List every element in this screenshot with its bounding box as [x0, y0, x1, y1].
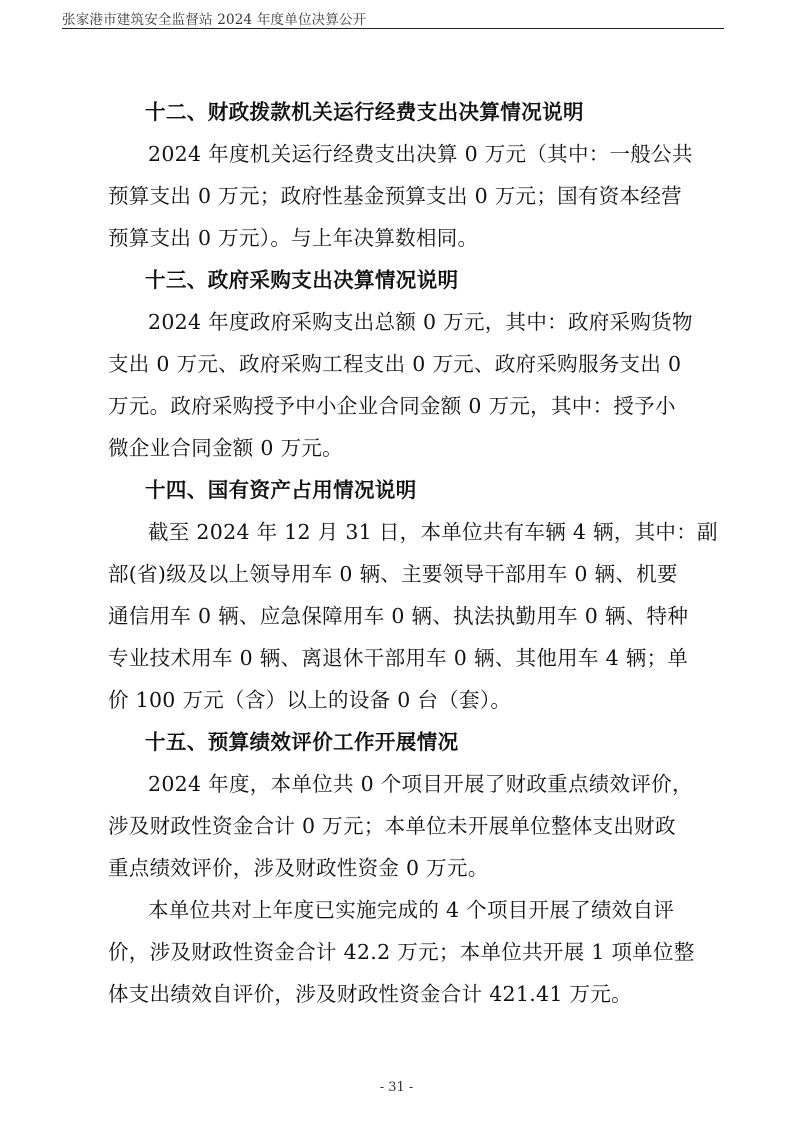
text-line: 重点绩效评价，涉及财政性资金 0 万元。 [108, 856, 489, 880]
text-line: 部(省)级及以上领导用车 0 辆、主要领导干部用车 0 辆、机要 [108, 562, 678, 586]
text-line: 本单位共对上年度已实施完成的 4 个项目开展了绩效自评 [148, 898, 675, 922]
text-line: 体支出绩效自评价，涉及财政性资金合计 421.41 万元。 [108, 982, 632, 1006]
text-line: 价 100 万元（含）以上的设备 0 台（套）。 [108, 688, 512, 712]
text-line: 价，涉及财政性资金合计 42.2 万元；本单位共开展 1 项单位整 [108, 940, 695, 964]
text-line: 2024 年度机关运行经费支出决算 0 万元（其中：一般公共 [148, 142, 693, 166]
text-line: 微企业合同金额 0 万元。 [108, 436, 343, 460]
text-line: 截至 2024 年 12 月 31 日，本单位共有车辆 4 辆，其中：副 [148, 520, 718, 544]
section-heading-13: 十三、政府采购支出决算情况说明 [145, 268, 459, 292]
paragraph [108, 889, 708, 1015]
header-title: 张家港市建筑安全监督站 2024 年度单位决算公开 [62, 12, 367, 28]
page-number: - 31 - [379, 1080, 414, 1095]
paragraph [108, 301, 708, 469]
text-line: 专业技术用车 0 辆、离退休干部用车 0 辆、其他用车 4 辆；单 [108, 646, 689, 670]
text-line: 预算支出 0 万元）。与上年决算数相同。 [108, 226, 479, 250]
text-line: 通信用车 0 辆、应急保障用车 0 辆、执法执勤用车 0 辆、特种 [108, 604, 689, 628]
text-line: 2024 年度，本单位共 0 个项目开展了财政重点绩效评价， [148, 772, 693, 796]
section-heading-15: 十五、预算绩效评价工作开展情况 [145, 730, 459, 754]
text-line: 万元。政府采购授予中小企业合同金额 0 万元，其中：授予小 [108, 394, 676, 418]
text-line: 2024 年度政府采购支出总额 0 万元，其中：政府采购货物 [148, 310, 693, 334]
paragraph [108, 133, 708, 259]
page-header [62, 6, 724, 29]
paragraph [108, 763, 708, 889]
section-heading-14: 十四、国有资产占用情况说明 [145, 478, 417, 502]
text-line: 预算支出 0 万元；政府性基金预算支出 0 万元；国有资本经营 [108, 184, 682, 208]
text-line: 涉及财政性资金合计 0 万元；本单位未开展单位整体支出财政 [108, 814, 676, 838]
paragraph [108, 511, 718, 721]
section-heading-12: 十二、财政拨款机关运行经费支出决算情况说明 [145, 100, 584, 124]
document-body [108, 91, 718, 1015]
text-line: 支出 0 万元、政府采购工程支出 0 万元、政府采购服务支出 0 [108, 352, 682, 376]
